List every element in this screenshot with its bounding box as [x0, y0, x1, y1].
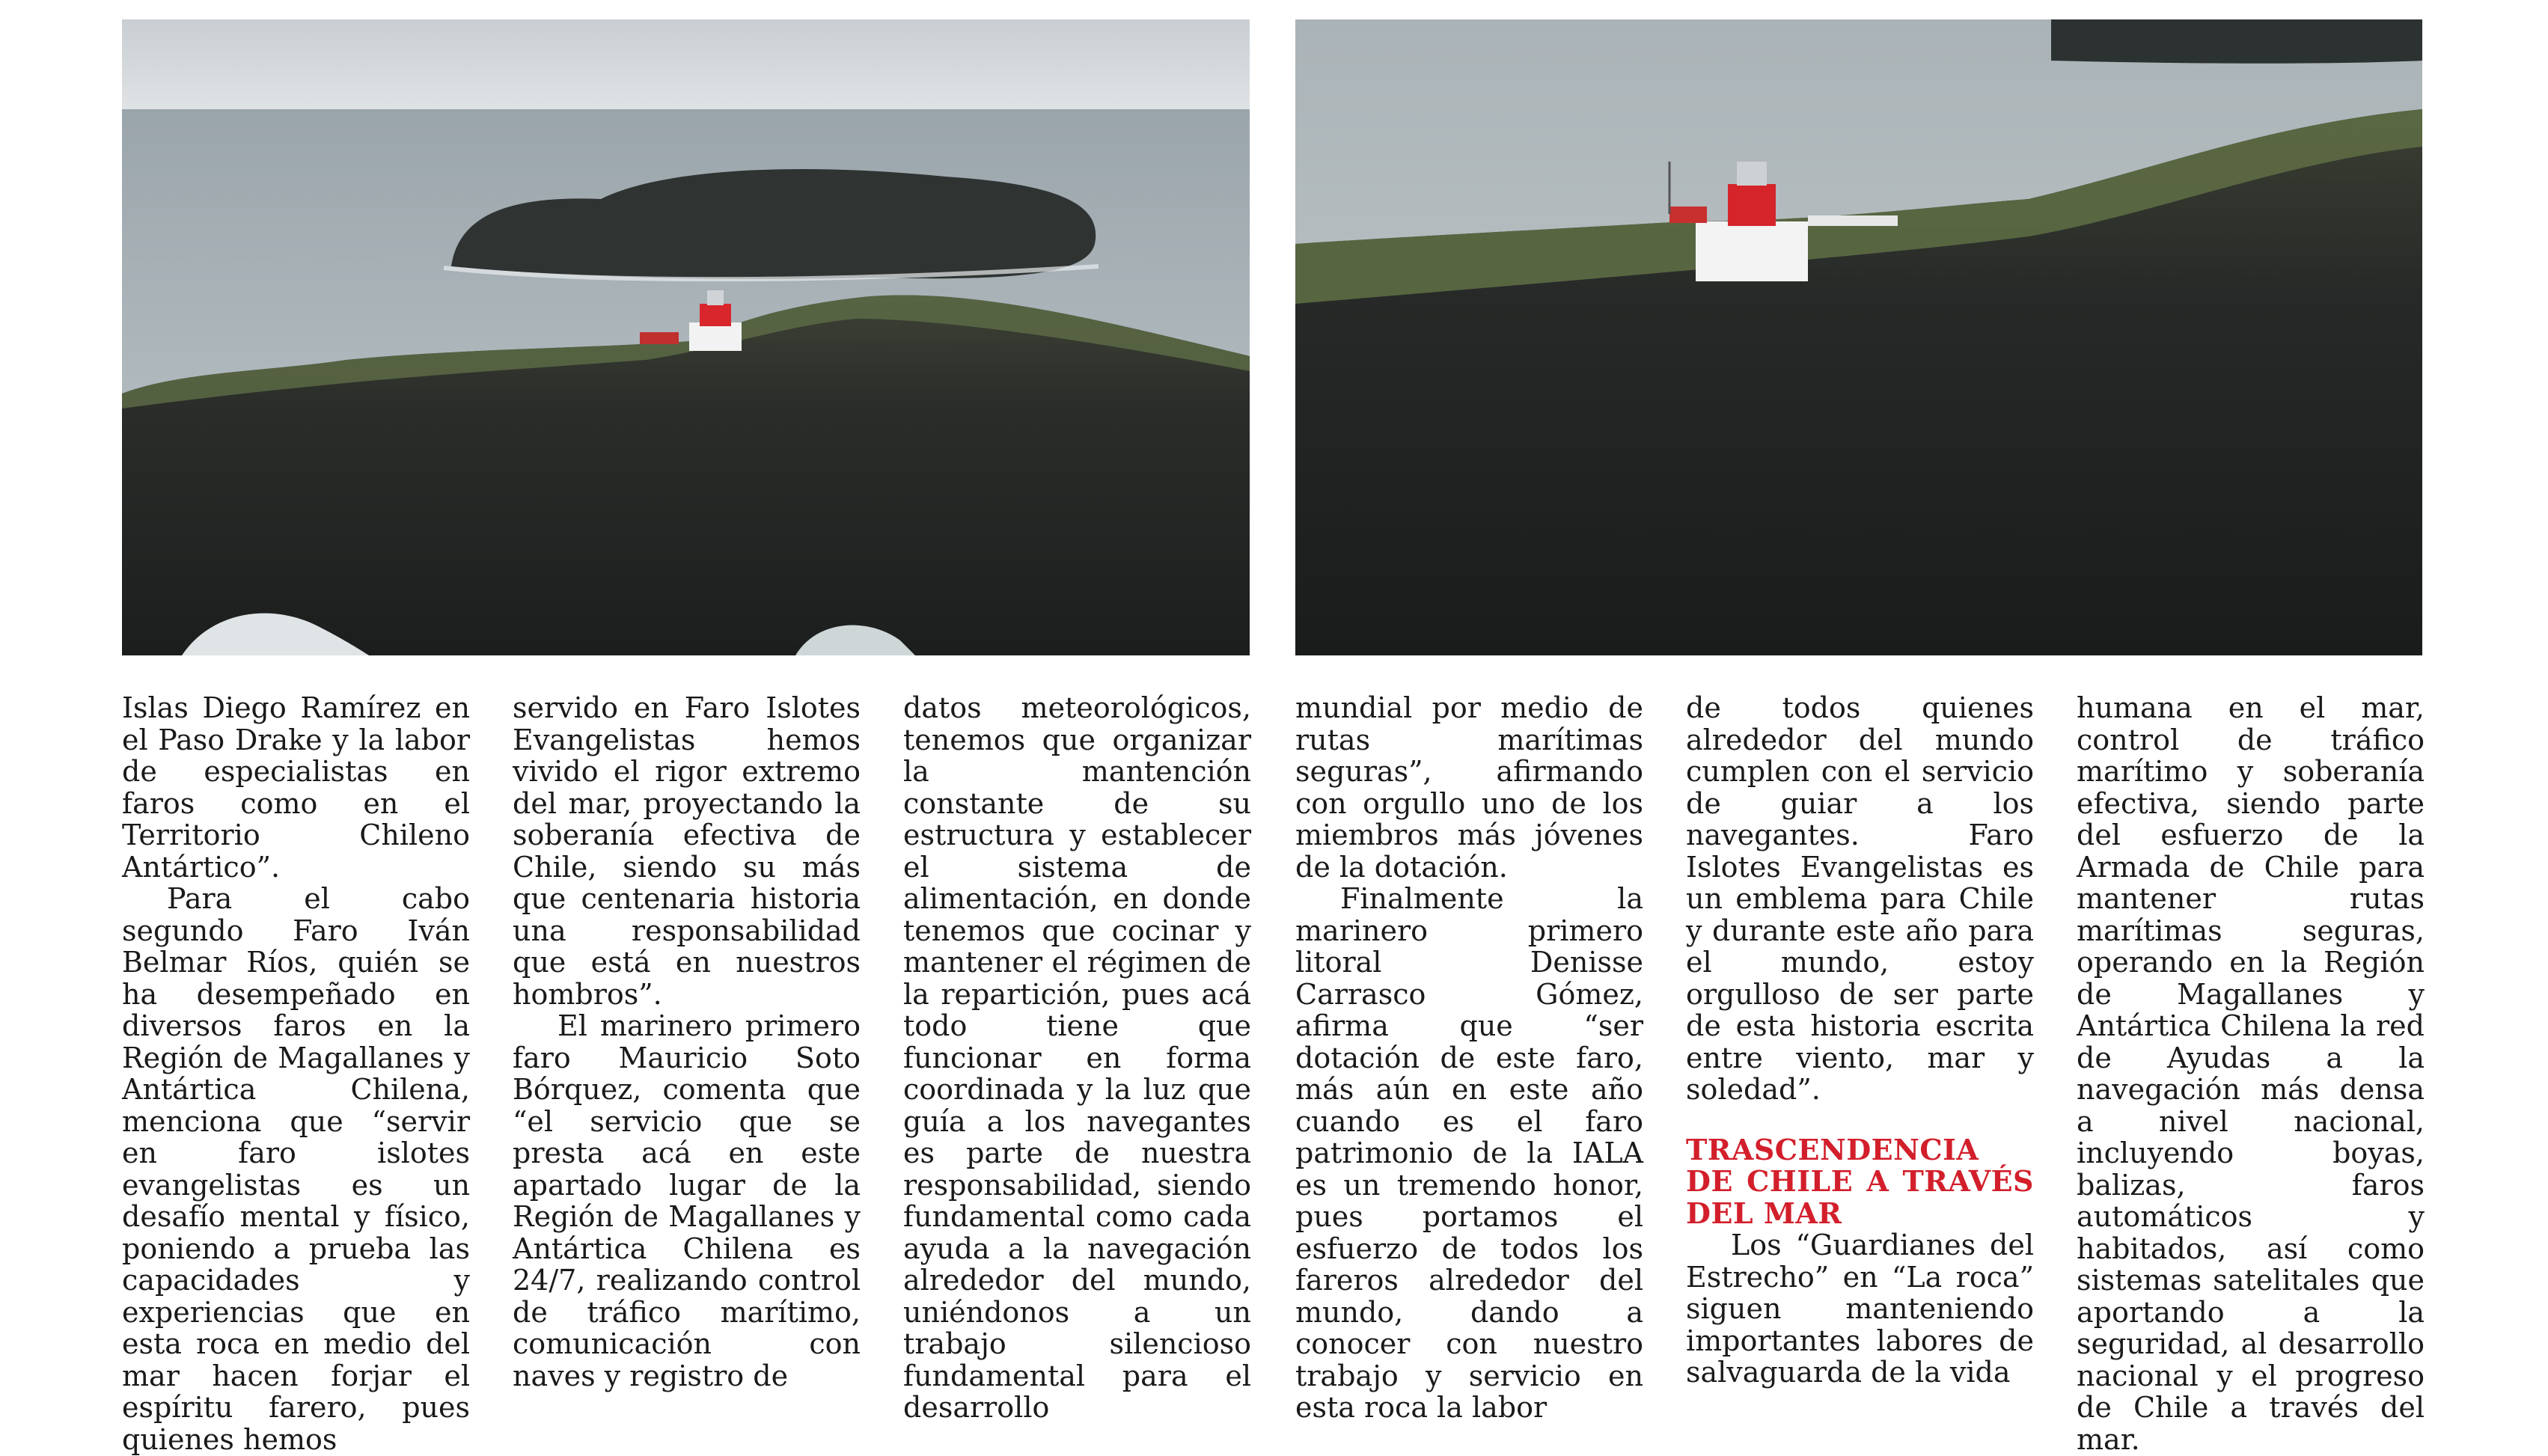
article-paragraph: Los “Guardianes del Estrecho” en “La roca” siguen manteniendo importantes labores de salvaguarda de la vida: [1686, 1229, 2034, 1389]
article-paragraph: El marinero primero faro Mauricio Soto Bórquez, comenta que “el servicio que se presta acá en este apartado lugar de la Región de Magallanes y Antártica Chilena es 24/7, realizando control de tráfico marítimo, comunicación con naves y registro de: [513, 1009, 861, 1392]
article-column-6: [2077, 692, 2425, 1455]
article-column-3: [903, 692, 1251, 1424]
article-paragraph: mundial por medio de rutas marítimas seguras”, afirmando con orgullo uno de los miembros más jóvenes de la dotación.: [1295, 691, 1643, 884]
article-paragraph: Finalmente la marinero primero litoral Denisse Carrasco Gómez, afirma que “ser dotación de este faro, más aún en este año cuando es el faro patrimonio de la IALA es un tremendo honor, pues portamos el esfuerzo de todos los fareros alrededor del mundo, dando a conocer con nuestro trabajo y servicio en esta roca la labor: [1295, 882, 1643, 1424]
section-subheading: TRASCENDENCIA DE CHILE A TRAVÉS DEL MAR: [1686, 1132, 2034, 1230]
article-column-2: [513, 692, 861, 1392]
article-column-5: [1686, 692, 2034, 1389]
lighthouse-cliff-image: [1295, 19, 2422, 655]
article-column-1: [122, 692, 470, 1455]
photo-lighthouse-cliff: [1295, 19, 2422, 655]
lighthouse-island-image: [122, 19, 1250, 655]
article-paragraph: Para el cabo segundo Faro Iván Belmar Ríos, quién se ha desempeñado en diversos faros en la Región de Magallanes y Antártica Chilena, menciona que “servir en faro islotes evangelistas es un desafío mental y físico, poniendo a prueba las capacidades y experiencias que en esta roca en medio del mar hacen forjar el espíritu farero, pues quienes hemos: [122, 882, 470, 1456]
article-paragraph: datos meteorológicos, tenemos que organizar la mantención constante de su estructura y establecer el sistema de alimentación, en donde tenemos que cocinar y mantener el régimen de la repartición, pues acá todo tiene que funcionar en forma coordinada y la luz que guía a los navegantes es parte de nuestra responsabilidad, siendo fundamental como cada ayuda a la navegación alrededor del mundo, uniéndonos a un trabajo silencioso fundamental para el desarrollo: [903, 691, 1251, 1424]
article-paragraph: de todos quienes alrededor del mundo cumplen con el servicio de guiar a los navegantes. Faro Islotes Evangelistas es un emblema para Chile y durante este año para el mundo, estoy orgulloso de ser parte de esta historia escrita entre viento, mar y soledad”.: [1686, 691, 2034, 1106]
article-column-4: [1295, 692, 1643, 1424]
photo-lighthouse-island: [122, 19, 1250, 655]
article-paragraph: Islas Diego Ramírez en el Paso Drake y la labor de especialistas en faros como en el Territorio Chileno Antártico”.: [122, 691, 470, 884]
article-paragraph: servido en Faro Islotes Evangelistas hemos vivido el rigor extremo del mar, proyectando la soberanía efectiva de Chile, siendo su más que centenaria historia una responsabilidad que está en nuestros hombros”.: [513, 691, 861, 1011]
article-paragraph: humana en el mar, control de tráfico marítimo y soberanía efectiva, siendo parte del esfuerzo de la Armada de Chile para mantener rutas marítimas seguras, operando en la Región de Magallanes y Antártica Chilena la red de Ayudas a la navegación más densa a nivel nacional, incluyendo boyas, balizas, faros automáticos y habitados, así como sistemas satelitales que aportando a la seguridad, al desarrollo nacional y el progreso de Chile a través del mar.: [2077, 691, 2425, 1456]
